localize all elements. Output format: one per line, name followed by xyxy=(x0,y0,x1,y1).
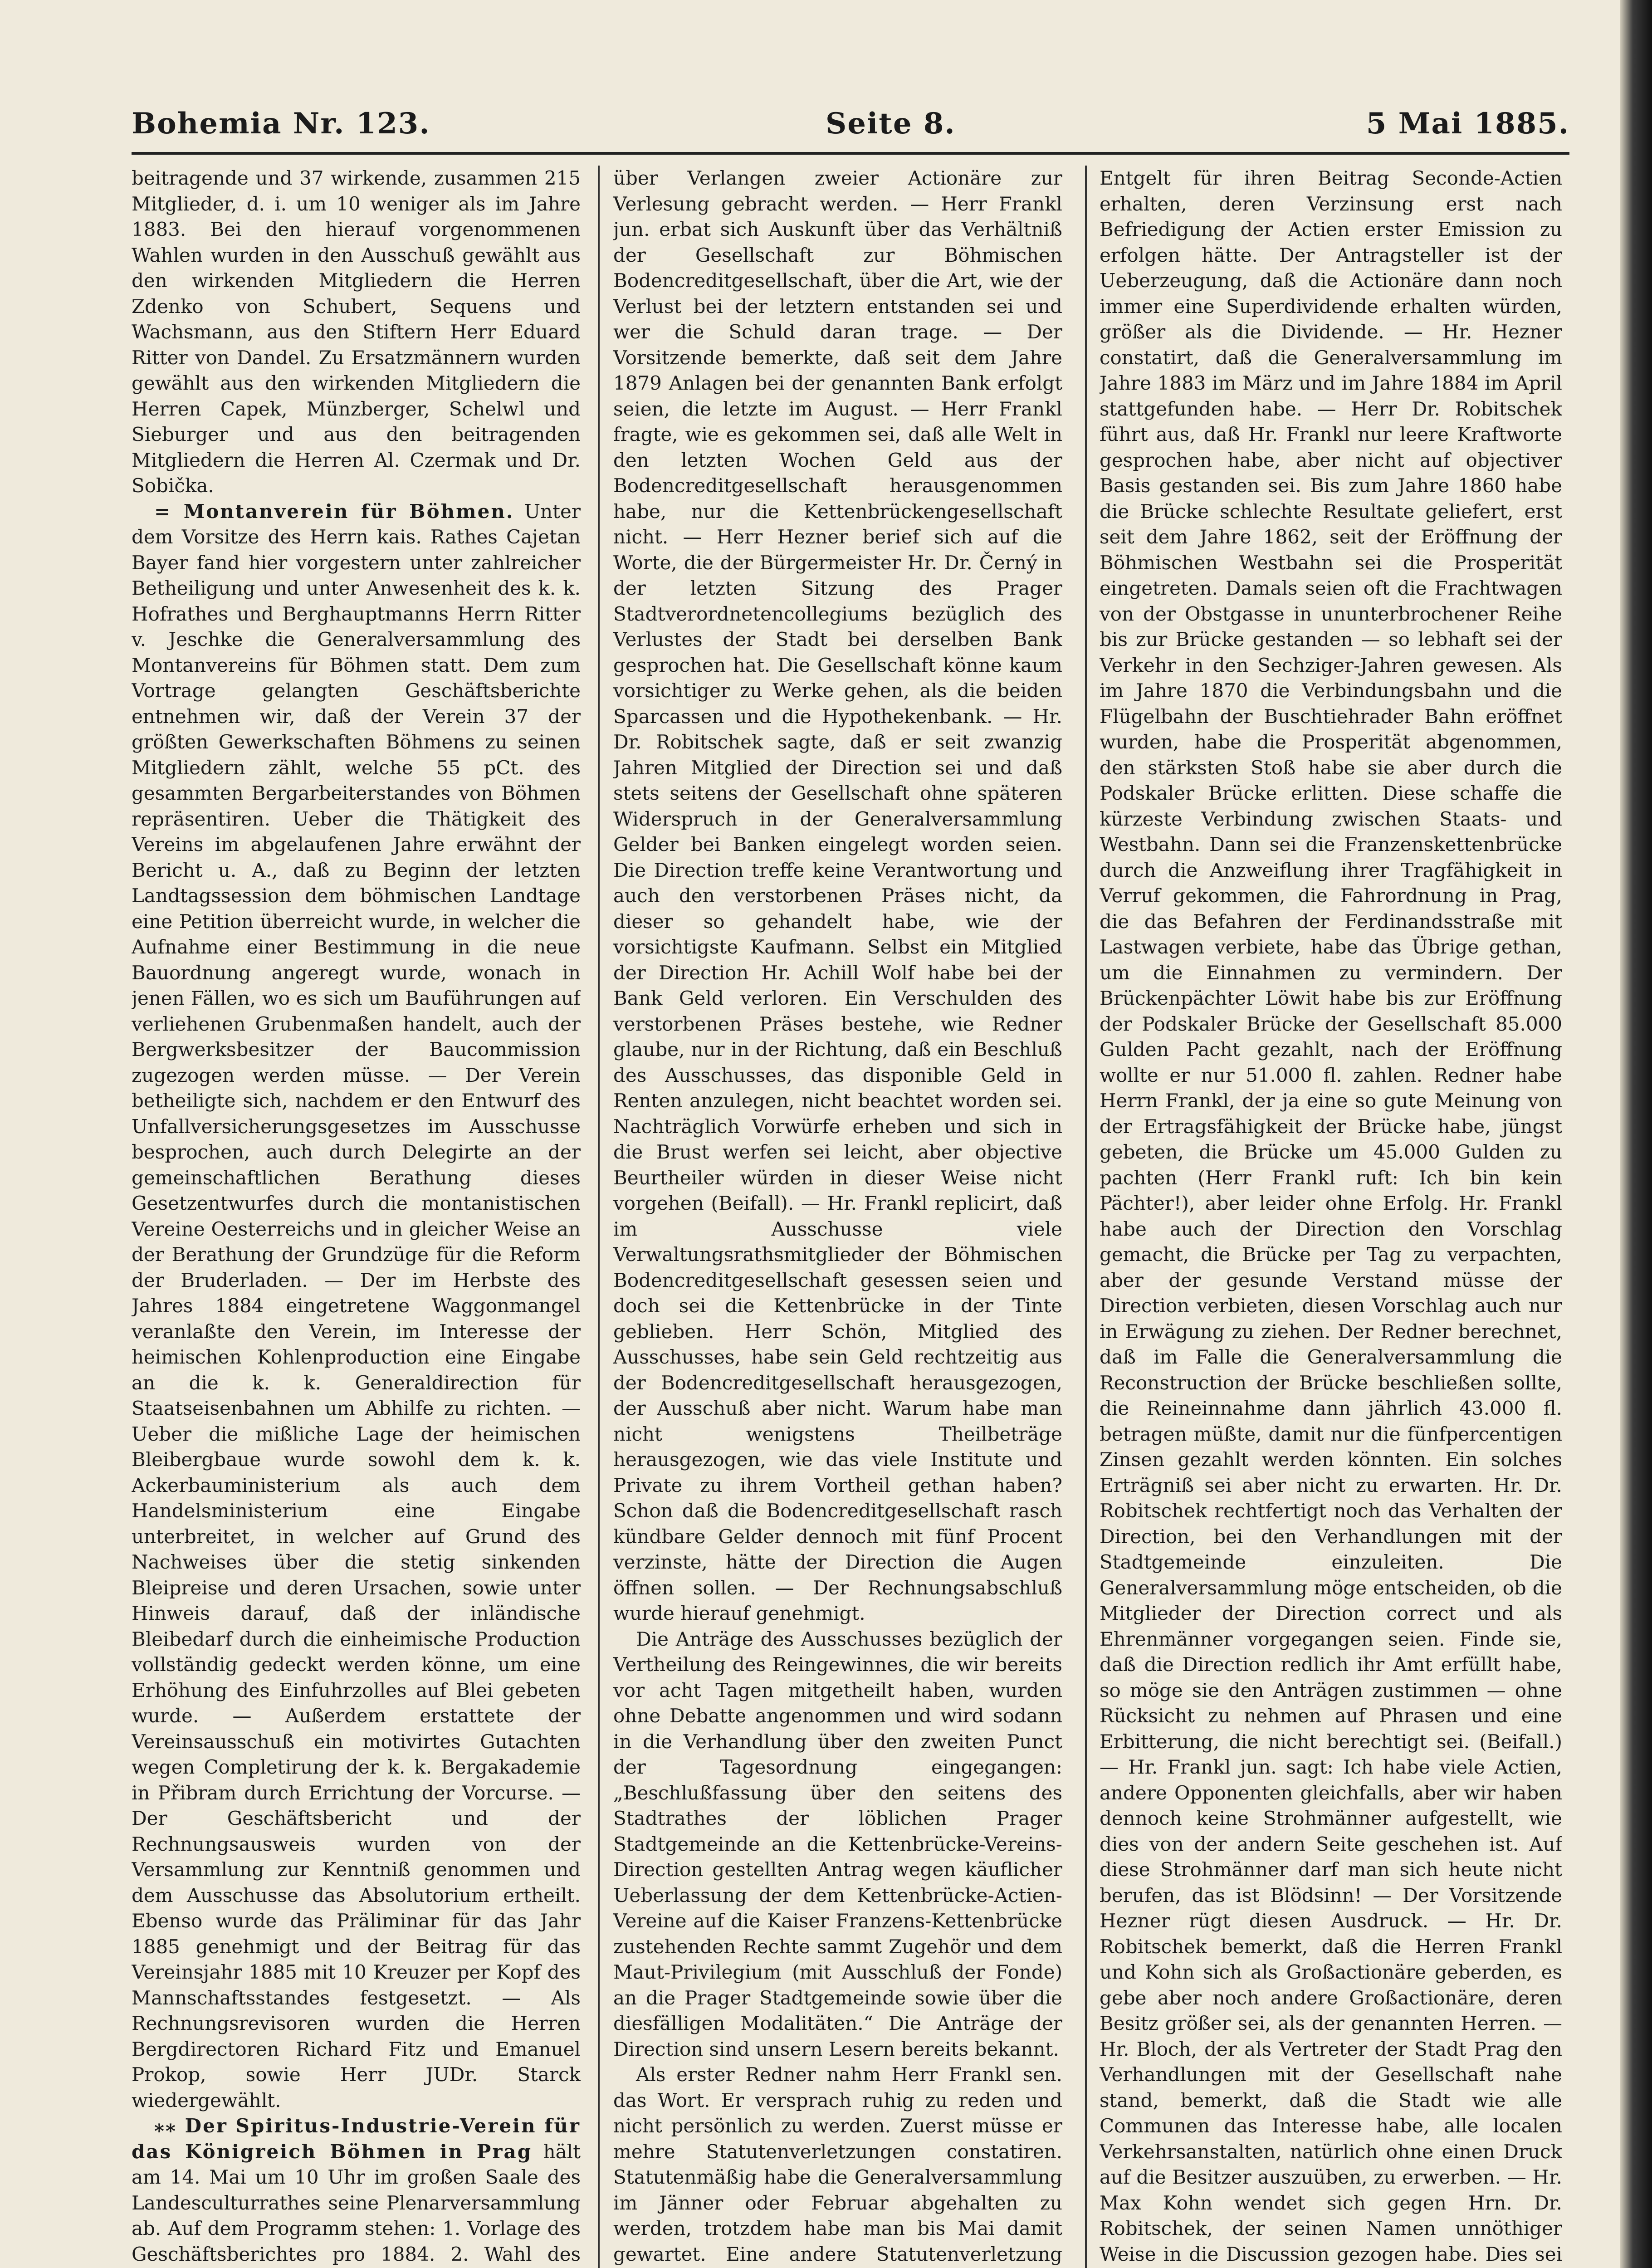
article-text: Entgelt für ihren Beitrag Seconde-Actien erhalten, deren Verzinsung erst nach Befriedigung der Actien erster Emission zu erfolgen hätte. Der Antragsteller ist der Ueberzeugung, daß die Actionäre dann noch immer eine Superdividende erhalten würden, größer als die Dividende. — Hr. Hezner constatirt, daß die Generalversammlung im Jahre 1883 im März und im Jahre 1884 im April stattgefunden habe. — Herr Dr. Robitschek führt aus, daß Hr. Frankl nur leere Kraftworte gesprochen habe, aber nicht auf objectiver Basis gestanden sei. Bis zum Jahre 1860 habe die Brücke schlechte Resultate geliefert, erst seit dem Jahre 1862, seit der Eröffnung der Böhmischen Westbahn sei die Prosperität eingetreten. Damals seien oft die Frachtwagen von der Obstgasse in ununterbrochener Reihe bis zur Brücke gestanden — so lebhaft sei der Verkehr in den Sechziger-Jahren gewesen. Als im Jahre 1870 die Verbindungsbahn und die Flügelbahn der Buschtiehrader Bahn eröffnet wurden, habe die Prosperität abgenommen, den stärksten Stoß habe sie aber durch die Podskaler Brücke erlitten. Diese schaffe die kürzeste Verbindung zwischen Staats- und Westbahn. Dann sei die Franzenskettenbrücke durch die Anzweiflung ihrer Tragfähigkeit in Verruf gekommen, die Fahrordnung in Prag, die das Befahren der Ferdinandsstraße mit Lastwagen verbiete, habe das Übrige gethan, um die Einnahmen zu vermindern. Der Brückenpächter Löwit habe bis zur Eröffnung der Podskaler Brücke der Gesellschaft 85.000 Gulden Pacht gezahlt, nach der Eröffnung wollte er nur 51.000 fl. zahlen. Redner habe Herrn Frankl, der ja eine so gute Meinung von der Ertragsfähigkeit der Brücke habe, jüngst gebeten, die Brücke um 45.000 Gulden zu pachten (Herr Frankl ruft: Ich bin kein Pächter!), aber leider ohne Erfolg. Hr. Frankl habe auch der Direction den Vorschlag gemacht, die Brücke per Tag zu verpachten, aber der gesunde Verstand müsse der Direction verbieten, diesen Vorschlag auch nur in Erwägung zu ziehen. Der Redner berechnet, daß im Falle die Generalversammlung die Reconstruction der Brücke beschließen sollte, die Reineinnahme dann jährlich 43.000 fl. betragen müßte, damit nur die fünfpercentigen Zinsen gezahlt werden könnten. Ein solches Erträgniß sei aber nicht zu erwarten. Hr. Dr. Robitschek rechtfertigt noch das Verhalten der Direction, bei den Verhandlungen mit der Stadtgemeinde einzuleiten. Die Generalversammlung möge entscheiden, ob die Mitglieder der Direction correct und als Ehrenmänner vorgegangen seien. Finde sie, daß die Direction redlich ihr Amt erfüllt habe, so möge sie den Anträgen zustimmen — ohne Rücksicht zu nehmen auf Phrasen und eine Erbitterung, die nicht berechtigt sei. (Beifall.) — Hr. Frankl jun. sagt: Ich habe viele Actien, andere Opponenten gleichfalls, aber wir haben dennoch keine Strohmänner aufgestellt, wie dies von der andern Seite geschehen ist. Auf diese Strohmänner darf man sich heute nicht berufen, das ist Blödsinn! — Der Vorsitzende Hezner rügt diesen Ausdruck. — Hr. Dr. Robitschek bemerkt, daß die Herren Frankl und Kohn sich als Großactionäre geberden, es gebe aber noch andere Großactionäre, deren Besitz größer sei, als der genannten Herren. — Hr. Bloch, der als Vertreter der Stadt Prag den Verhandlungen mit der Gesellschaft nahe stand, bemerkt, daß die Stadt wie alle Communen das Interesse habe, alle localen Verkehrsanstalten, natürlich ohne einen Druck auf die Besitzer auszuüben, zu erwerben. — Hr. Max Kohn wendet sich gegen Hrn. Dr. Robitschek, der seinen Namen unnöthiger Weise in die Discussion gezogen habe. Dies sei xyxy=(1100,167,1562,2265)
article-text: über Verlangen zweier Actionäre zur Verlesung gebracht werden. — Herr Frankl jun. erbat sich Auskunft über das Verhältniß der Gesellschaft zur Böhmischen Bodencreditgesellschaft, über die Art, wie der Verlust bei der letztern entstanden sei und wer die Schuld daran trage. — Der Vorsitzende bemerkte, daß seit dem Jahre 1879 Anlagen bei der genannten Bank erfolgt seien, die letzte im August. — Herr Frankl fragte, wie es gekommen sei, daß alle Welt in den letzten Wochen Geld aus der Bodencreditgesellschaft herausgenommen habe, nur die Kettenbrückengesellschaft nicht. — Herr Hezner berief sich auf die Worte, die der Bürgermeister Hr. Dr. Černý in der letzten Sitzung des Prager Stadtverordnetencollegiums bezüglich des Verlustes der Stadt bei derselben Bank gesprochen hat. Die Gesellschaft könne kaum vorsichtiger zu Werke gehen, als die beiden Sparcassen und die Hypothekenbank. — Hr. Dr. Robitschek sagte, daß er seit zwanzig Jahren Mitglied der Direction sei und daß stets seitens der Gesellschaft ohne späteren Widerspruch in der Generalversammlung Gelder bei Banken eingelegt worden seien. Die Direction treffe keine Verantwortung und auch den verstorbenen Präses nicht, da dieser so gehandelt habe, wie der vorsichtigste Kaufmann. Selbst ein Mitglied der Direction Hr. Achill Wolf habe bei der Bank Geld verloren. Ein Verschulden des verstorbenen Präses bestehe, wie Redner glaube, nur in der Richtung, daß ein Beschluß des Ausschusses, das disponible Geld in Renten anzulegen, nicht beachtet worden sei. Nachträglich Vorwürfe erheben und sich in die Brust werfen sei leicht, aber objective Beurtheiler würden in dieser Weise nicht vorgehen (Beifall). — Hr. Frankl replicirt, daß im Ausschusse viele Verwaltungsrathsmitglieder der Böhmischen Bodencreditgesellschaft gesessen seien und doch sei die Kettenbrücke in der Tinte geblieben. Herr Schön, Mitglied des Ausschusses, habe sein Geld rechtzeitig aus der Bodencreditgesellschaft herausgezogen, der Ausschuß aber nicht. Warum habe man nicht wenigstens Theilbeträge herausgezogen, wie das viele Institute und Private zu ihrem Vortheil gethan haben? Schon daß die Bodencreditgesellschaft rasch kündbare Gelder dennoch mit fünf Procent verzinste, hätte der Direction die Augen öffnen sollen. — Der Rechnungsabschluß wurde hierauf genehmigt. xyxy=(613,167,1062,1624)
column-2 xyxy=(613,166,1062,2268)
article-text: beitragende und 37 wirkende, zusammen 215 Mitglieder, d. i. um 10 weniger als im Jahre 1883. Bei den hierauf vorgenommenen Wahlen wurden in den Ausschuß gewählt aus den wirkenden Mitgliedern die Herren Zdenko von Schubert, Sequens und Wachsmann, aus den Stiftern Herr Eduard Ritter von Dandel. Zu Ersatzmännern wurden gewählt aus den wirkenden Mitgliedern die Herren Capek, Münzberger, Schelwl und Sieburger und aus den beitragenden Mitgliedern die Herren Al. Czermak und Dr. Sobička. xyxy=(132,167,581,497)
article-text xyxy=(132,499,581,2114)
column-rule xyxy=(1085,166,1087,2268)
column-1 xyxy=(132,166,581,2268)
article-body: Unter dem Vorsitze des Herrn kais. Rathes Cajetan Bayer fand hier vorgestern unter zahlreicher Betheiligung und unter Anwesenheit des k. k. Hofrathes und Berghauptmanns Herrn Ritter v. Jeschke die Generalversammlung des Montanvereins für Böhmen statt. Dem zum Vortrage gelangten Geschäftsberichte entnehmen wir, daß der Verein 37 der größten Gewerkschaften Böhmens zu seinen Mitgliedern zählt, welche 55 pCt. des gesammten Bergarbeiterstandes von Böhmen repräsentiren. Ueber die Thätigkeit des Vereins im abgelaufenen Jahre erwähnt der Bericht u. A., daß zu Beginn der letzten Landtagssession dem böhmischen Landtage eine Petition überreicht wurde, in welcher die Aufnahme einer Bestimmung in die neue Bauordnung angeregt wurde, wonach in jenen Fällen, wo es sich um Bauführungen auf verliehenen Grubenmaßen handelt, auch der Bergwerksbesitzer der Baucommission zugezogen werden müsse. — Der Verein betheiligte sich, nachdem er den Entwurf des Unfallversicherungsgesetzes im Ausschusse besprochen, auch durch Delegirte an der gemeinschaftlichen Berathung dieses Gesetzentwurfes durch die montanistischen Vereine Oesterreichs und in gleicher Weise an der Berathung der Grundzüge für die Reform der Bruderladen. — Der im Herbste des Jahres 1884 eingetretene Waggonmangel veranlaßte den Verein, im Interesse der heimischen Kohlenproduction eine Eingabe an die k. k. Generaldirection für Staatseisenbahnen um Abhilfe zu richten. — Ueber die mißliche Lage der heimischen Bleibergbaue wurde sowohl dem k. k. Ackerbauministerium als auch dem Handelsministerium eine Eingabe unterbreitet, in welcher auf Grund des Nachweises über die stetig sinkenden Bleipreise und deren Ursachen, sowie unter Hinweis darauf, daß der inländische Bleibedarf durch die einheimische Production vollständig gedeckt werden könne, um eine Erhöhung des Einfuhrzolles auf Blei gebeten wurde. — Außerdem erstattete der Vereinsausschuß ein motivirtes Gutachten wegen Completirung der k. k. Bergakademie in Přibram durch Errichtung der Vorcurse. — Der Geschäftsbericht und der Rechnungsausweis wurden von der Versammlung zur Kenntniß genommen und dem Ausschusse das Absolutorium ertheilt. Ebenso wurde das Präliminar für das Jahr 1885 genehmigt und der Beitrag für das Vereinsjahr 1885 mit 10 Kreuzer per Kopf des Mannschaftsstandes festgesetzt. — Als Rechnungsrevisoren wurden die Herren Bergdirectoren Richard Fitz und Emanuel Prokop, sowie Herr JUDr. Starck wiedergewählt. xyxy=(132,500,581,2112)
article-heading: = Montanverein für Böhmen. xyxy=(154,500,514,523)
article-text xyxy=(132,2113,581,2268)
column-rule xyxy=(598,166,600,2268)
header-paper-title: Bohemia Nr. 123. xyxy=(132,107,430,141)
page-header xyxy=(132,102,1569,155)
scan-edge xyxy=(1620,0,1652,2268)
header-date: 5 Mai 1885. xyxy=(1366,107,1569,141)
article-heading: ⁎⁎ Der Spiritus-Industrie-Verein für das Königreich Böhmen in Prag xyxy=(132,2115,581,2163)
article-body: hält am 14. Mai um 10 Uhr im großen Saale des Landesculturrathes seine Plenarversammlung ab. Auf dem Programm stehen: 1. Vorlage des Geschäftsberichtes pro 1884. 2. Wahl des xyxy=(132,2140,581,2265)
column-3 xyxy=(1100,166,1562,2268)
header-page-number: Seite 8. xyxy=(826,107,956,141)
article-text: Als erster Redner nahm Herr Frankl sen. das Wort. Er versprach ruhig zu reden und nicht persönlich zu werden. Zuerst müsse er mehre Statutenverletzungen constatiren. Statutenmäßig habe die Generalversammlung im Jänner oder Februar abgehalten zu werden, trotzdem habe man bis Mai damit gewartet. Eine andere Statutenverletzung xyxy=(613,2063,1062,2265)
article-text: Die Anträge des Ausschusses bezüglich der Vertheilung des Reingewinnes, die wir bereits vor acht Tagen mitgetheilt haben, wurden ohne Debatte angenommen und wird sodann in die Verhandlung über den zweiten Punct der Tagesordnung eingegangen: „Beschlußfassung über den seitens des Stadtrathes der löblichen Prager Stadtgemeinde an die Kettenbrücke-Vereins-Direction gestellten Antrag wegen käuflicher Ueberlassung der dem Kettenbrücke-Actien-Vereine auf die Kaiser Franzens-Kettenbrücke zustehenden Rechte sammt Zugehör und dem Maut-Privilegium (mit Ausschluß der Fonde) an die Prager Stadtgemeinde sowie über die diesfälligen Modalitäten.“ Die Anträge der Direction sind unsern Lesern bereits bekannt. xyxy=(613,1628,1062,2060)
